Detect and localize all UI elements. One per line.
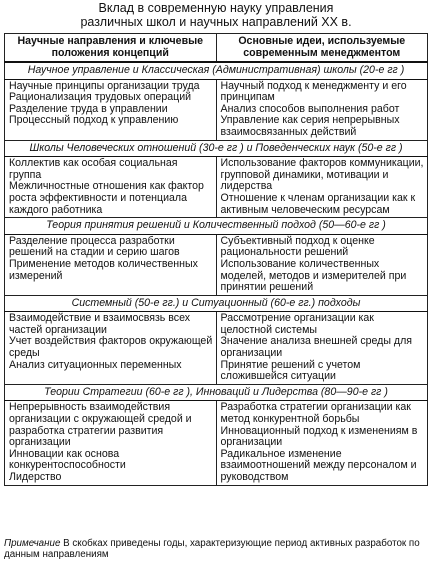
section-heading-row — [5, 62, 428, 79]
section-heading: Школы Человеческих отношений (30-е гг ) и Поведенческих наук (50-е гг ) — [5, 140, 428, 157]
list-item: Анализ способов выполнения работ — [220, 102, 400, 115]
left-cell — [5, 79, 217, 140]
page-title — [0, 1, 432, 29]
section-heading: Научное управление и Классическая (Административная) школы (20-е гг ) — [5, 62, 428, 79]
list-item: Инновационный подход к изменениям в организации — [220, 424, 418, 449]
list-item: Принятие решений с учетом сложившейся ситуации — [220, 358, 361, 383]
right-cell — [216, 79, 428, 140]
list-item: Значение анализа внешней среды для организации — [220, 335, 413, 360]
section-content-row — [5, 157, 428, 218]
list-item: Использование количественных моделей, методов и измерителей при принятии решений — [220, 257, 407, 294]
section-content-row — [5, 79, 428, 140]
section-heading: Системный (50-е гг.) и Ситуационный (60-е гг.) подходы — [5, 295, 428, 312]
list-item: Анализ ситуационных переменных — [9, 358, 182, 371]
title-line-1: Вклад в современную науку управления — [98, 1, 334, 15]
list-item: Применение методов количественных измерений — [9, 257, 198, 282]
list-item: Разделение труда в управлении — [9, 102, 168, 115]
title-line-2: различных школ и научных направлений XX в. — [80, 15, 352, 29]
list-item: Рационализация трудовых операций — [9, 91, 192, 104]
section-content-row — [5, 312, 428, 385]
list-item: Лидерство — [9, 471, 62, 483]
list-item: Межличностные отношения как фактор роста эффективности и потенциала каждого работника — [9, 180, 204, 216]
list-item: Рассмотрение организации как целостной системы — [220, 312, 374, 336]
left-cell — [5, 234, 217, 295]
right-cell — [216, 401, 428, 485]
list-item: Управление как серия непрерывных взаимосвязанных действий — [220, 114, 400, 138]
list-item: Взаимодействие и взаимосвязь всех частей организации — [9, 312, 191, 336]
left-cell — [5, 157, 217, 218]
left-cell — [5, 312, 217, 385]
list-item: Субъективный подход к оценке рациональности решений — [220, 234, 375, 259]
section-heading: Теории Стратегии (60-е гг ), Инноваций и Лидерства (80—90-е гг ) — [5, 384, 428, 401]
section-heading-row — [5, 384, 428, 401]
footnote — [4, 538, 428, 560]
section-heading-row — [5, 218, 428, 235]
list-item: Коллектив как особая социальная группа — [9, 157, 178, 181]
column-header-left: Научные направления и ключевые положения концепций — [5, 34, 217, 63]
list-item: Использование факторов коммуникации, групповой динамики, мотивации и лидерства — [220, 157, 424, 193]
list-item: Непрерывность взаимодействия организации с окружающей средой и разработка стратегии развития организации — [9, 401, 192, 449]
footnote-text: В скобках приведены годы, характеризующие период активных разработок по данным направлениям — [4, 538, 420, 560]
list-item: Научный подход к менеджменту и его принципам — [220, 79, 407, 104]
section-content-row — [5, 401, 428, 485]
footnote-label: Примечание — [4, 538, 61, 549]
section-heading-row — [5, 140, 428, 157]
list-item: Разработка стратегии организации как метод конкурентной борьбы — [220, 401, 411, 426]
section-heading-row — [5, 295, 428, 312]
section-heading: Теория принятия решений и Количественный подход (50—60-е гг ) — [5, 218, 428, 235]
header-row — [5, 34, 428, 63]
column-header-right: Основные идеи, используемые современным менеджментом — [216, 34, 428, 63]
list-item: Научные принципы организации труда — [9, 79, 200, 92]
list-item: Учет воздействия факторов окружающей среды — [9, 335, 213, 360]
right-cell — [216, 312, 428, 385]
section-content-row — [5, 234, 428, 295]
list-item: Разделение процесса разработки решений на стадии и серию шагов — [9, 234, 180, 259]
list-item: Инновации как основа конкурентоспособности — [9, 447, 126, 472]
right-cell — [216, 157, 428, 218]
left-cell — [5, 401, 217, 485]
list-item: Отношение к членам организации как к активным человеческим ресурсам — [220, 191, 416, 216]
list-item: Процессный подход к управлению — [9, 114, 179, 127]
right-cell — [216, 234, 428, 295]
schools-table — [4, 33, 428, 486]
list-item: Радикальное изменение взаимоотношений между персоналом и руководством — [220, 447, 417, 483]
